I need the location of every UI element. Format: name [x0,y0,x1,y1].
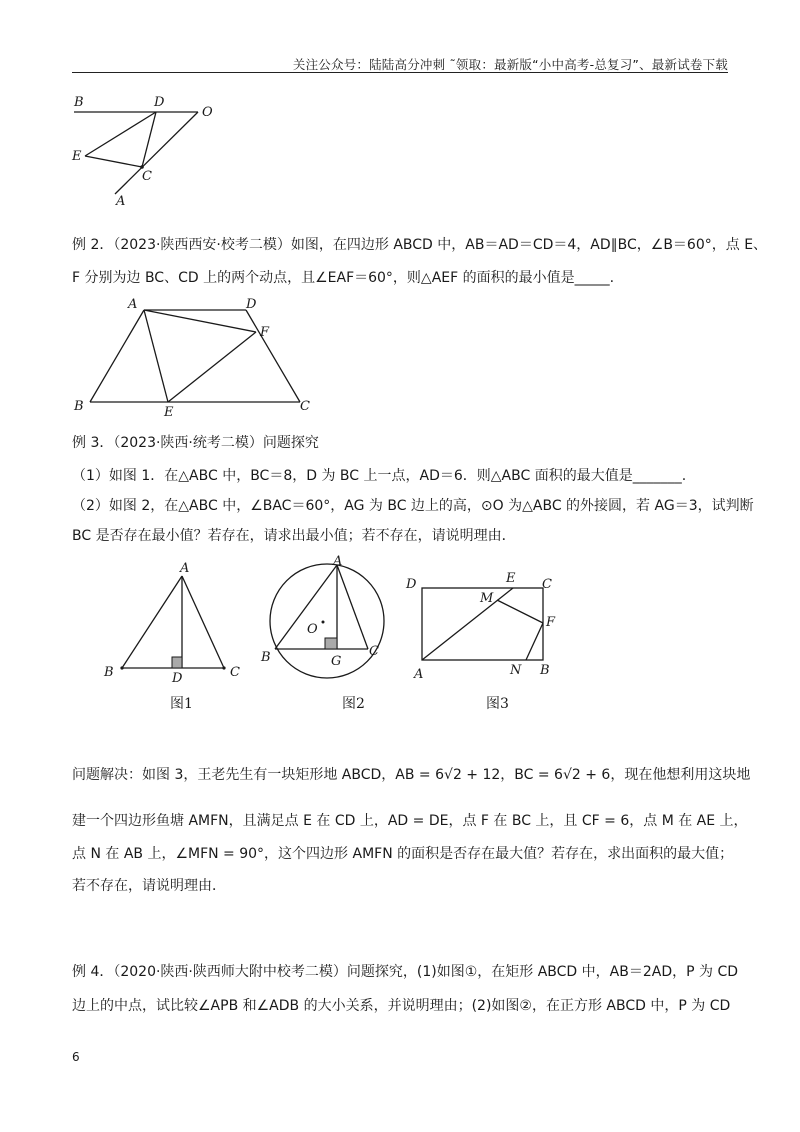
figure-1-caption: 图1 [170,696,193,712]
label-D: D [172,671,183,686]
figure-top [60,90,230,210]
label-F: F [260,325,270,340]
page-header: 关注公众号：陆陆高分冲刺 ˜领取：最新版“小中高考-总复习”、最新试卷下载 [292,57,728,72]
figure-2-caption: 图2 [342,696,365,712]
ex3-q2b: BC 是否存在最小值？若存在，请求出最小值；若不存在，请说明理由． [72,528,516,544]
ex3-title: 例 3．（2023·陕西·统考二模）问题探究 [72,435,319,451]
ex2-line2: F 分别为边 BC、CD 上的两个动点，且∠EAF＝60°，则△AEF 的面积的最小值是_____. [72,270,615,286]
label-O: O [307,622,318,637]
label-B: B [540,663,550,678]
solve-line4: 若不存在，请说明理由． [72,878,226,894]
ex4-line2: 边上的中点，试比较∠APB 和∠ADB 的大小关系，并说明理由；(2)如图②，在正方形 ABCD 中，P 为 CD [72,998,731,1014]
figure-2 [255,553,395,683]
label-C: C [300,399,310,414]
label-F: F [546,615,556,630]
solve-line3: 点 N 在 AB 上，∠MFN = 90°，这个四边形 AMFN 的面积是否存在最大值？若存在，求出面积的最大值； [72,846,734,862]
label-E: E [72,149,82,164]
page-number: 6 [72,1050,80,1064]
label-C: C [369,644,379,659]
label-B: B [261,650,271,665]
label-A: A [128,297,138,312]
ex3-q1: （1）如图 1．在△ABC 中，BC＝8，D 为 BC 上一点，AD＝6．则△ABC 面积的最大值是_______. [72,468,687,484]
ex4-line1: 例 4．（2020·陕西·陕西师大附中校考二模）问题探究，(1)如图①，在矩形 ABCD 中，AB＝2AD，P 为 CD [72,964,739,980]
label-D: D [154,95,165,110]
label-E: E [164,405,174,420]
figure-ex2 [70,292,320,422]
label-A: A [180,561,190,576]
solve-line2: 建一个四边形鱼塘 AMFN，且满足点 E 在 CD 上，AD = DE，点 F 在 BC 上，且 CF = 6，点 M 在 AE 上， [72,813,748,829]
label-B: B [74,95,84,110]
label-O: O [202,105,213,120]
header-rule [72,72,728,73]
solve-line1: 问题解决：如图 3，王老先生有一块矩形地 ABCD，AB = 6√2 + 12，BC = 6√2 + 6，现在他想利用这块地 [72,767,751,783]
label-D: D [406,577,417,592]
label-G: G [331,654,342,669]
ex3-q2a: （2）如图 2，在△ABC 中，∠BAC＝60°，AG 为 BC 边上的高，⊙O 为△ABC 的外接圆，若 AG＝3，试判断 [72,498,754,514]
label-C: C [542,577,552,592]
figure-3-caption: 图3 [486,696,509,712]
label-C: C [142,169,152,184]
label-D: D [246,297,257,312]
label-A: A [414,667,424,682]
label-C: C [230,665,240,680]
label-N: N [510,663,522,678]
label-B: B [74,399,84,414]
label-E: E [506,571,516,586]
label-A: A [333,554,343,569]
ex2-line1: 例 2．（2023·陕西西安·校考二模）如图，在四边形 ABCD 中，AB＝AD＝CD＝4，AD∥BC，∠B＝60°，点 E、 [72,237,768,253]
label-B: B [104,665,114,680]
figure-1 [100,558,250,688]
label-M: M [480,591,494,606]
label-A: A [116,194,126,209]
figure-3 [402,568,572,688]
